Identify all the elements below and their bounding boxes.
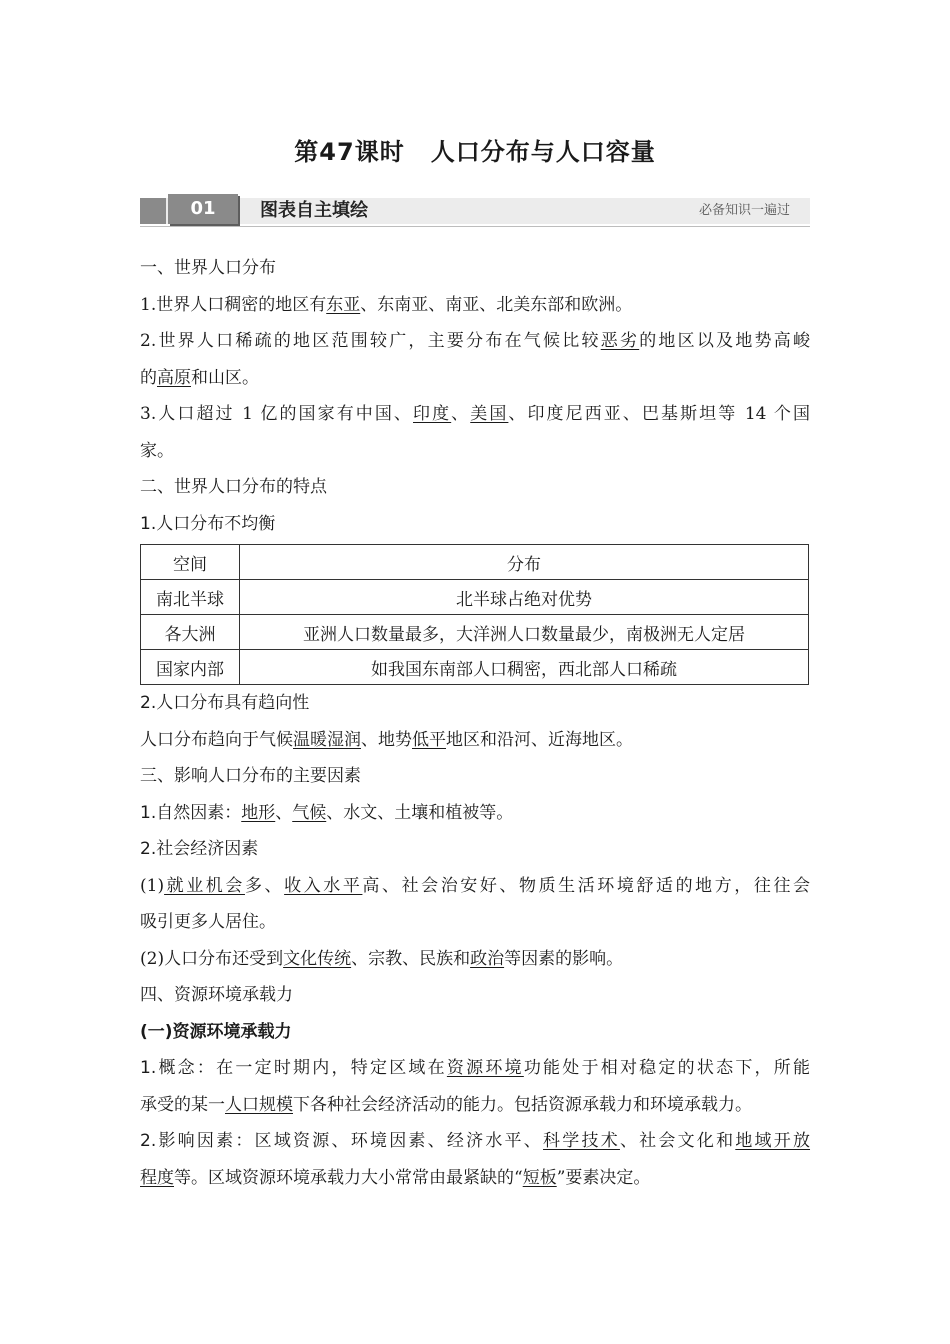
banner-left-tab: [140, 198, 166, 224]
table-cell: 南北半球: [141, 580, 240, 615]
banner-number: 01: [168, 194, 238, 224]
answer-blank: 印度: [413, 404, 452, 424]
text: 和山区。: [191, 367, 259, 388]
answer-blank: 气候: [292, 802, 327, 823]
answer-blank: 地域开放: [735, 1131, 811, 1151]
answer-blank: 高原: [157, 367, 191, 388]
subheading-uneven: 1.人口分布不均衡: [140, 513, 276, 534]
text: 、东南亚、南亚、北美东部和欧洲。: [360, 294, 633, 315]
text: 人口分布趋向于气候: [140, 729, 293, 750]
answer-blank: 政治: [470, 948, 505, 969]
text: 区域资源、环境因素、经济水平、: [254, 1131, 544, 1151]
subheading-tendency: 2.人口分布具有趋向性: [140, 693, 310, 713]
subheading-socioeconomic: 2.社会经济因素: [140, 839, 259, 859]
text: 高、社会治安好、物质生活环境舒适的地方，往往会: [362, 875, 811, 896]
table-row: [141, 615, 809, 650]
text: 1.世界人口稠密的地区有: [140, 294, 327, 315]
distribution-table: [140, 544, 809, 685]
answer-blank: 低平: [412, 729, 446, 750]
content: [140, 250, 810, 1196]
section-heading-1: 一、世界人口分布: [140, 258, 276, 278]
answer-blank: 科学技术: [543, 1131, 620, 1151]
text: 地区和沿河、近海地区。: [446, 729, 633, 750]
table-row: [141, 580, 809, 615]
answer-blank: 短板: [522, 1167, 557, 1188]
answer-blank: 东亚: [326, 294, 361, 315]
text: 承受的某一: [140, 1094, 225, 1115]
paragraph-concept-line1: [140, 1050, 810, 1087]
text: 2.世界人口稀疏的地区范围较广，主要分布在气候比较: [140, 331, 601, 351]
answer-blank: 人口规模: [225, 1094, 293, 1115]
paragraph-populous-countries-line1: [140, 396, 810, 433]
table-header-row: [141, 545, 809, 580]
table-cell: 国家内部: [141, 650, 240, 685]
text: 在一定时期内，特定区域在: [216, 1058, 447, 1078]
page-title: [0, 132, 950, 167]
table-header-cell: 空间: [141, 545, 240, 580]
text: 的: [140, 367, 157, 388]
paragraph-label: 2.影响因素：: [140, 1131, 255, 1151]
text: 3.人口超过 1 亿的国家有中国、: [140, 404, 414, 424]
text: 功能处于相对稳定的状态下，所能: [523, 1058, 811, 1078]
text: 、水文、土壤和植被等。: [326, 802, 514, 823]
text: 下各种社会经济活动的能力。包括资源承载力和环境承载力。: [293, 1094, 752, 1115]
banner-rule: [140, 226, 810, 227]
answer-blank: 就业机会: [164, 875, 245, 896]
section-banner: [140, 194, 810, 228]
table-cell: 如我国东南部人口稠密，西北部人口稀疏: [240, 650, 809, 685]
banner-right-text: 必备知识一遍过: [698, 203, 790, 218]
paragraph-concept-line2: [140, 1087, 810, 1124]
paragraph-influencing-factors-line2: [140, 1160, 810, 1197]
paragraph-socioeconomic-2: [140, 941, 810, 978]
answer-blank: 文化传统: [283, 948, 352, 969]
answer-blank: 程度: [140, 1167, 174, 1188]
section-heading-2: 二、世界人口分布的特点: [140, 477, 327, 497]
text: 等因素的影响。: [504, 948, 624, 969]
paragraph-socioeconomic-1-line2: 吸引更多人居住。: [140, 912, 276, 932]
answer-blank: 美国: [470, 404, 509, 424]
lesson-number: 第47课时: [294, 138, 405, 166]
answer-blank: 资源环境: [446, 1058, 524, 1078]
table-cell: 各大洲: [141, 615, 240, 650]
table-header-cell: 分布: [240, 545, 809, 580]
text: 、: [451, 404, 471, 424]
paragraph-sparse-regions-line1: [140, 323, 810, 360]
answer-blank: 地形: [241, 802, 276, 823]
text: ”要素决定。: [556, 1167, 651, 1188]
answer-blank: 温暖湿润: [293, 729, 361, 750]
paragraph-socioeconomic-1-line1: [140, 868, 810, 905]
text: 的地区以及地势高峻: [639, 331, 811, 351]
paragraph-populous-countries-line2: 家。: [140, 440, 174, 461]
subheading-carrying-capacity: (一)资源环境承载力: [140, 1021, 292, 1042]
table-row: [141, 650, 809, 685]
text: (1): [140, 875, 165, 896]
table-cell: 北半球占绝对优势: [240, 580, 809, 615]
text: 、: [275, 802, 293, 823]
paragraph-natural-factors: [140, 795, 810, 832]
table-cell: 亚洲人口数量最多，大洋洲人口数量最少，南极洲无人定居: [240, 615, 809, 650]
section-heading-3: 三、影响人口分布的主要因素: [140, 766, 361, 786]
text: 等。区域资源环境承载力大小常常由最紧缺的“: [174, 1167, 523, 1188]
text: 、宗教、民族和: [351, 948, 471, 969]
text: 、印度尼西亚、巴基斯坦等 14 个国: [508, 404, 811, 424]
paragraph-influencing-factors-line1: [140, 1123, 810, 1160]
section-heading-4: 四、资源环境承载力: [140, 985, 293, 1005]
text: 、社会文化和: [619, 1131, 736, 1151]
paragraph-sparse-regions-line2: [140, 360, 810, 397]
answer-blank: 收入水平: [284, 875, 363, 896]
paragraph-label: 1.自然因素：: [140, 802, 242, 823]
text: 多、: [244, 875, 285, 896]
paragraph-label: 1.概念：: [140, 1058, 217, 1078]
text: 、地势: [361, 729, 412, 750]
paragraph-dense-regions: [140, 287, 810, 324]
answer-blank: 恶劣: [600, 331, 640, 351]
banner-heading: 图表自主填绘: [260, 200, 368, 221]
paragraph-tendency: [140, 722, 810, 759]
text: (2)人口分布还受到: [140, 948, 284, 969]
lesson-title: 人口分布与人口容量: [430, 138, 656, 166]
